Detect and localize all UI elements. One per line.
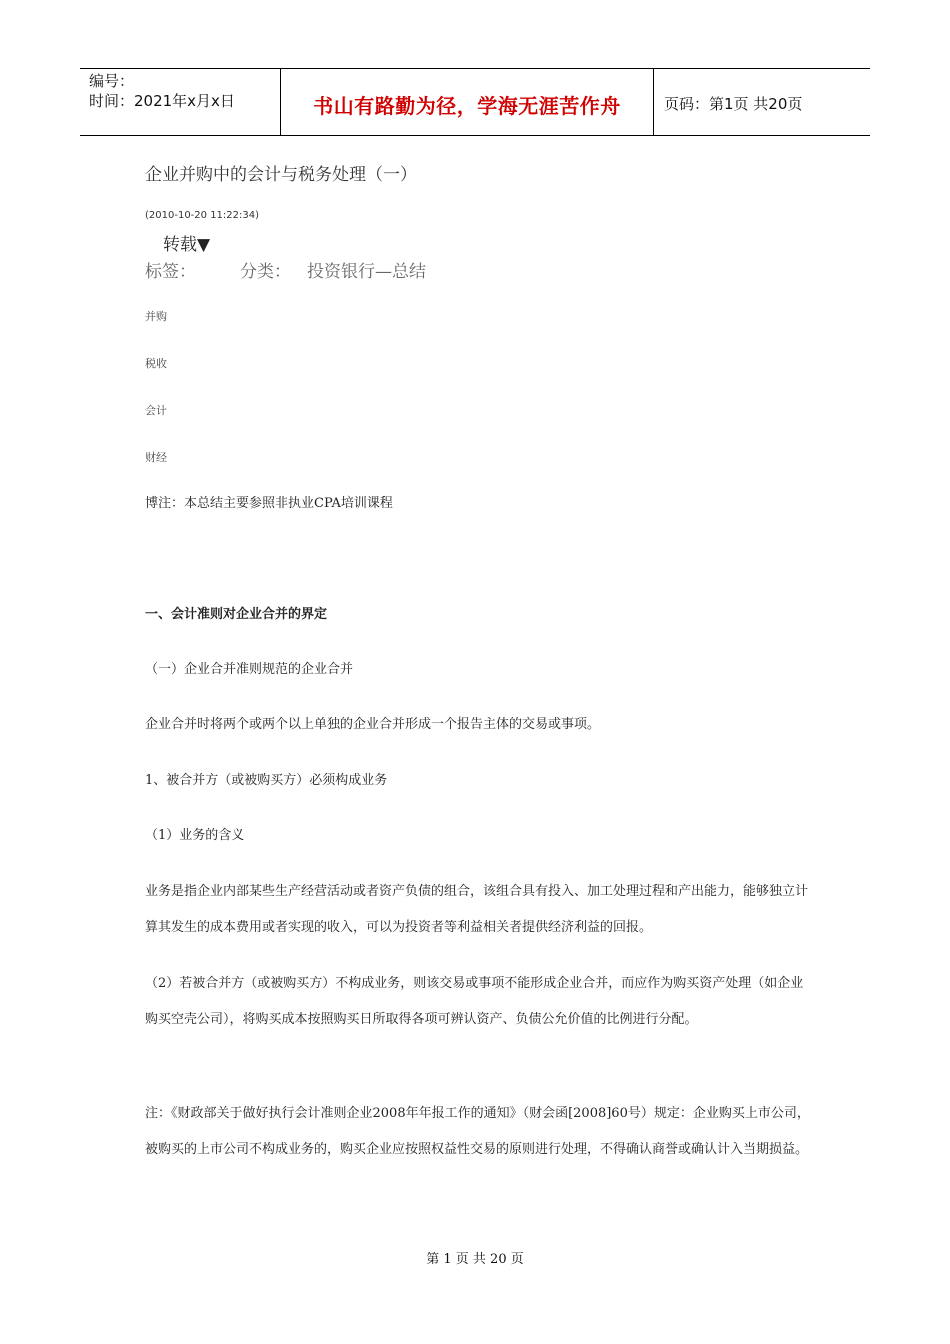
paragraph: （2）若被合并方（或被购买方）不构成业务，则该交易或事项不能形成企业合并，而应作为购买资产处理（如企业购买空壳公司），将购买成本按照购买日所取得各项可辨认资产、负债公允价值的比例进行分配。 (145, 976, 804, 1027)
paragraph: 企业合并时将两个或两个以上单独的企业合并形成一个报告主体的交易或事项。 (145, 717, 601, 732)
paragraph: 业务是指企业内部某些生产经营活动或者资产负债的组合，该组合具有投入、加工处理过程和产出能力，能够独立计算其发生的成本费用或者实现的收入，可以为投资者等利益相关者提供经济利益的回报。 (145, 884, 809, 935)
paragraph: 注：《财政部关于做好执行会计准则企业2008年年报工作的通知》（财会函[2008]60号）规定：企业购买上市公司，被购买的上市公司不构成业务的，购买企业应按照权益性交易的原则进行处理，不得确认商誉或确认计入当期损益。 (145, 1106, 810, 1157)
paragraph: （1）业务的含义 (145, 828, 245, 843)
page-header (80, 68, 870, 136)
number-label: 编号： (89, 72, 135, 90)
subsection-heading: （一）企业合并准则规范的企业合并 (145, 662, 354, 677)
header-middle-cell (281, 69, 654, 135)
article-note: 博注：本总结主要参照非执业CPA培训课程 (145, 496, 393, 511)
article-title: 企业并购中的会计与税务处理（一） (145, 165, 417, 185)
tag-label: 标签： (145, 262, 196, 282)
article-date: (2010-10-20 11:22:34) (145, 210, 260, 221)
time-label: 时间：2021年x月x日 (89, 92, 235, 110)
category-link[interactable]: 投资银行—总结 (307, 262, 426, 282)
repost-link[interactable]: 转载▼ (163, 235, 211, 255)
tag-link[interactable]: 并购 (145, 310, 167, 323)
page-info: 页码：第1页 共20页 (664, 95, 803, 113)
section-heading: 一、会计准则对企业合并的界定 (145, 607, 328, 622)
tag-link[interactable]: 会计 (145, 404, 167, 417)
header-left-cell (80, 69, 281, 135)
header-right-cell (654, 69, 870, 135)
page-footer: 第 1 页 共 20 页 (426, 1252, 524, 1267)
tag-link[interactable]: 财经 (145, 451, 167, 464)
paragraph: 1、被合并方（或被购买方）必须构成业务 (145, 773, 388, 788)
motto: 书山有路勤为径，学海无涯苦作舟 (313, 94, 621, 118)
category-label: 分类： (240, 262, 291, 282)
tag-link[interactable]: 税收 (145, 357, 167, 370)
